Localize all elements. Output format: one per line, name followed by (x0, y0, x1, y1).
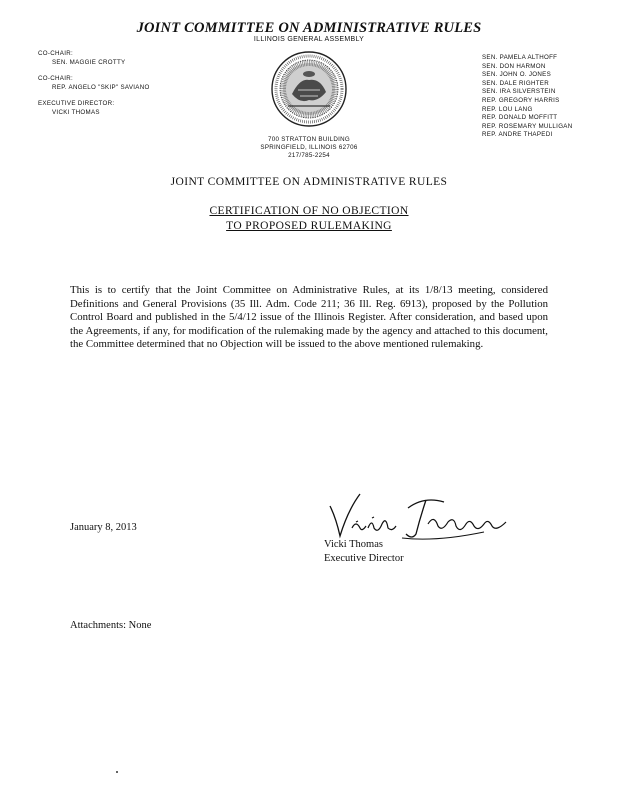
signer-name: Vicki Thomas (324, 539, 383, 550)
document-date: January 8, 2013 (70, 522, 137, 533)
member-name: SEN. PAMELA ALTHOFF (482, 54, 558, 61)
signer-block (324, 538, 404, 566)
member-name: REP. ROSEMARY MULLIGAN (482, 122, 573, 130)
member-name: SEN. IRA SILVERSTEIN (482, 88, 556, 96)
certification-body: This is to certify that the Joint Committee on Administrative Rules, at its 1/8/13 meeting, considered Definitions and General Provisions (35 Ill. Adm. Code 211; 36 Ill. Reg. 6913), proposed by the Pollution Control Board and published in the 5/4/12 issue of the Illinois Register. After consideration, and based upon the Agreements, if any, for modification of the rulemaking made by the agency and attached to this document, the Committee determined that no Objection will be issued to the above mentioned rulemaking. (70, 284, 548, 351)
committee-members-list (482, 54, 612, 140)
state-seal-icon (270, 50, 348, 128)
cochair-name: REP. ANGELO "SKIP" SAVIANO (52, 83, 150, 91)
member-name: SEN. JOHN O. JONES (482, 71, 552, 79)
attachments-note: Attachments: None (70, 620, 152, 631)
address-phone: 217/785-2254 (288, 152, 330, 160)
certification-line: CERTIFICATION OF NO OBJECTION (209, 205, 409, 217)
address-line: SPRINGFIELD, ILLINOIS 62706 (260, 144, 358, 152)
signer-title: Executive Director (324, 553, 404, 564)
document-heading: JOINT COMMITTEE ON ADMINISTRATIVE RULES (170, 176, 448, 188)
member-name: REP. ANDRE THAPEDI (482, 131, 553, 139)
member-name: SEN. DON HARMON (482, 62, 546, 70)
executive-director-name: VICKI THOMAS (52, 108, 100, 116)
member-name: REP. DONALD MOFFITT (482, 114, 558, 122)
member-name: REP. GREGORY HARRIS (482, 96, 560, 104)
letterhead-title: JOINT COMMITTEE ON ADMINISTRATIVE RULES (136, 20, 482, 36)
officers-block (38, 50, 198, 126)
executive-director-role: EXECUTIVE DIRECTOR: (38, 100, 115, 108)
scan-speck (116, 771, 118, 773)
cochair-name: SEN. MAGGIE CROTTY (52, 58, 126, 66)
cochair-role: CO-CHAIR: (38, 50, 74, 57)
certification-line: TO PROPOSED RULEMAKING (226, 220, 392, 232)
member-name: SEN. DALE RIGHTER (482, 79, 549, 87)
office-address (0, 136, 618, 161)
cochair-role: CO-CHAIR: (38, 75, 74, 83)
address-line: 700 STRATTON BUILDING (267, 136, 351, 143)
certification-title (0, 204, 618, 234)
letterhead-subtitle: ILLINOIS GENERAL ASSEMBLY (253, 36, 365, 43)
member-name: REP. LOU LANG (482, 105, 533, 113)
